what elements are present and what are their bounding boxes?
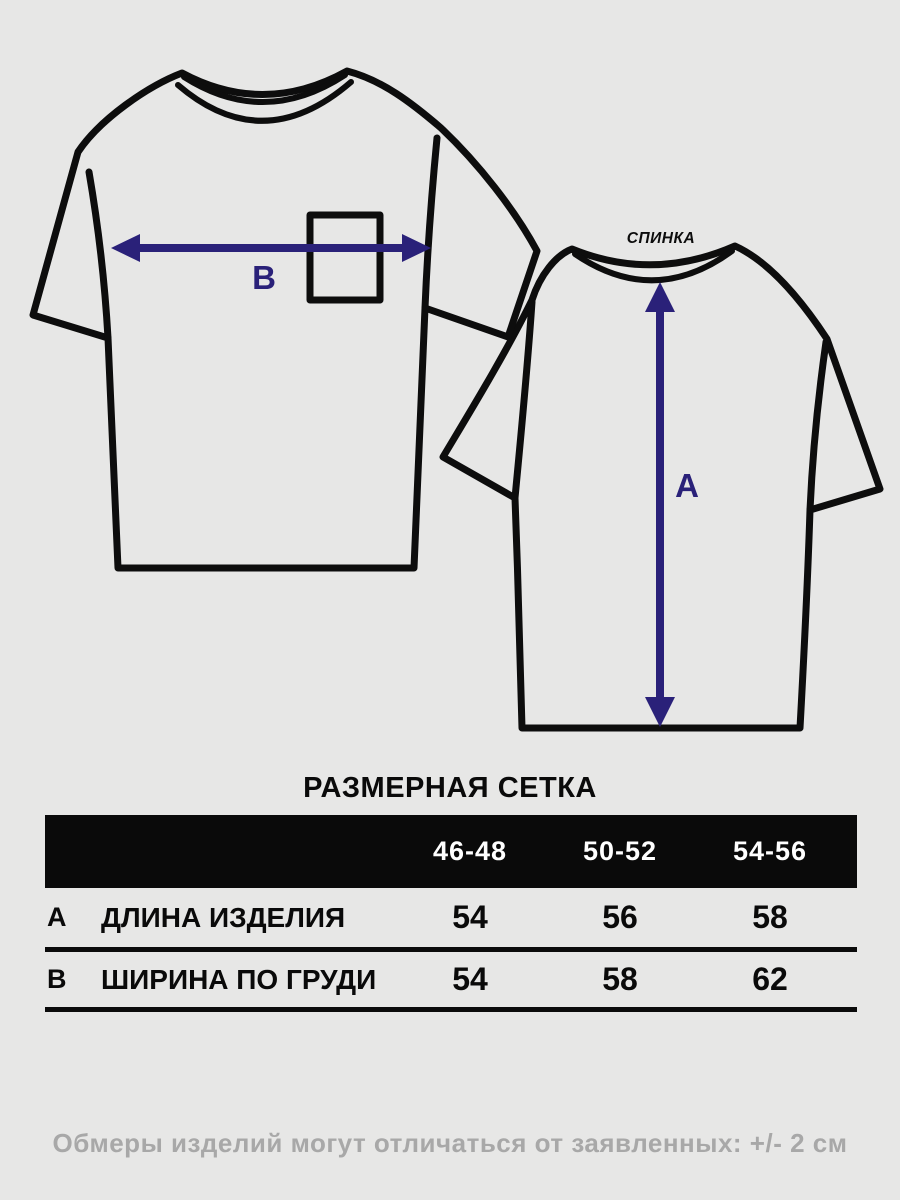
row-letter: B	[47, 964, 67, 994]
table-row-chest-width	[45, 952, 857, 1012]
row-letter: A	[47, 902, 67, 932]
back-view-title: СПИНКА	[626, 230, 696, 247]
row-value: 58	[752, 899, 788, 935]
row-value: 54	[452, 899, 488, 935]
row-value: 62	[752, 961, 788, 997]
row-label: ДЛИНА ИЗДЕЛИЯ	[101, 901, 346, 933]
header-spacer	[45, 815, 395, 888]
row-value: 58	[602, 961, 638, 997]
row-value: 54	[452, 961, 488, 997]
tolerance-note: Обмеры изделий могут отличаться от заявленных: +/- 2 см	[52, 1128, 848, 1158]
column-header-size-1: 46-48	[432, 836, 508, 866]
table-row-length	[45, 888, 857, 952]
tshirt-front-view	[33, 71, 537, 568]
size-table-header	[45, 815, 857, 888]
column-header-size-3: 54-56	[732, 836, 808, 866]
size-table-title: РАЗМЕРНАЯ СЕТКА	[303, 772, 597, 804]
row-label: ШИРИНА ПО ГРУДИ	[101, 963, 377, 995]
length-arrow-label: A	[675, 467, 699, 504]
row-value: 56	[602, 899, 638, 935]
width-arrow-label: B	[252, 259, 276, 296]
column-header-size-2: 50-52	[582, 836, 658, 866]
size-table-body	[45, 888, 857, 1012]
